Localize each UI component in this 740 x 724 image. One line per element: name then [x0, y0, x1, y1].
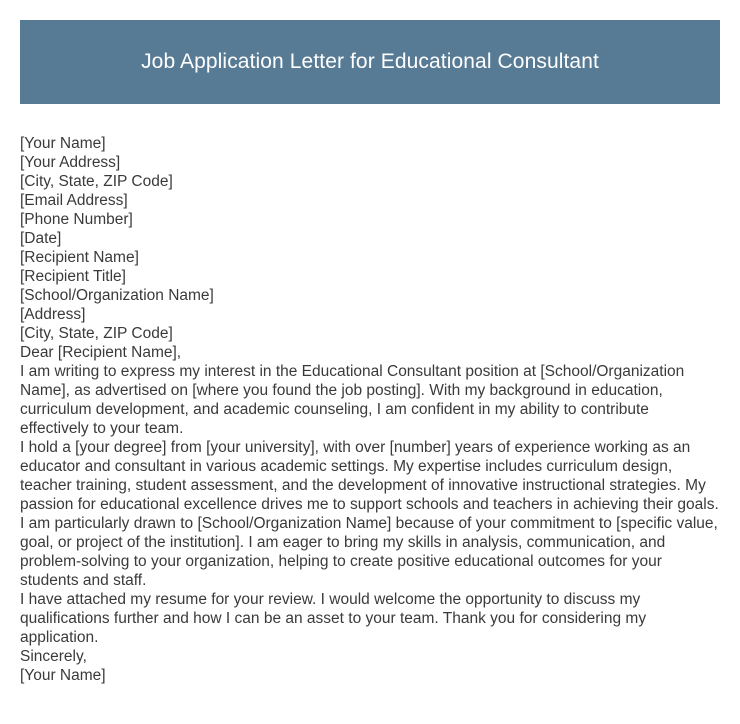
sender-email: [Email Address] — [20, 192, 128, 209]
recipient-organization: [School/Organization Name] — [20, 287, 214, 304]
salutation: Dear [Recipient Name], — [20, 344, 182, 361]
recipient-title: [Recipient Title] — [20, 268, 126, 285]
sender-phone: [Phone Number] — [20, 211, 133, 228]
recipient-block — [20, 248, 720, 343]
sender-name: [Your Name] — [20, 135, 106, 152]
sender-city-state-zip: [City, State, ZIP Code] — [20, 173, 173, 190]
recipient-city-state-zip: [City, State, ZIP Code] — [20, 325, 173, 342]
letter-date: [Date] — [20, 230, 62, 247]
signature: [Your Name] — [20, 667, 106, 684]
paragraph-motivation: I am particularly drawn to [School/Organization Name] because of your commitment to [specific value, goal, or project of the institution]. I am eager to bring my skills in analysis, communication, and problem-solving to your organization, helping to create positive educational outcomes for your students and staff. — [20, 515, 718, 589]
recipient-address: [Address] — [20, 306, 86, 323]
title-banner — [20, 20, 720, 104]
paragraph-closing: I have attached my resume for your review. I would welcome the opportunity to discuss my qualifications further and how I can be an asset to your team. Thank you for considering my application. — [20, 591, 647, 646]
letter-body — [20, 134, 720, 685]
paragraph-experience: I hold a [your degree] from [your university], with over [number] years of experience working as an educator and consultant in various academic settings. My expertise includes curriculum design, teacher training, student assessment, and the development of innovative instructional strategies. My passion for educational excellence drives me to support schools and teachers in achieving their goals. — [20, 439, 719, 513]
page-title: Job Application Letter for Educational Consultant — [141, 50, 599, 73]
sender-block — [20, 134, 720, 229]
closing: Sincerely, — [20, 648, 87, 665]
sender-address: [Your Address] — [20, 154, 121, 171]
paragraph-interest: I am writing to express my interest in the Educational Consultant position at [School/Organization Name], as advertised on [where you found the job posting]. With my background in education, curriculum development, and academic counseling, I am confident in my ability to contribute effectively to your team. — [20, 363, 685, 437]
recipient-name: [Recipient Name] — [20, 249, 139, 266]
